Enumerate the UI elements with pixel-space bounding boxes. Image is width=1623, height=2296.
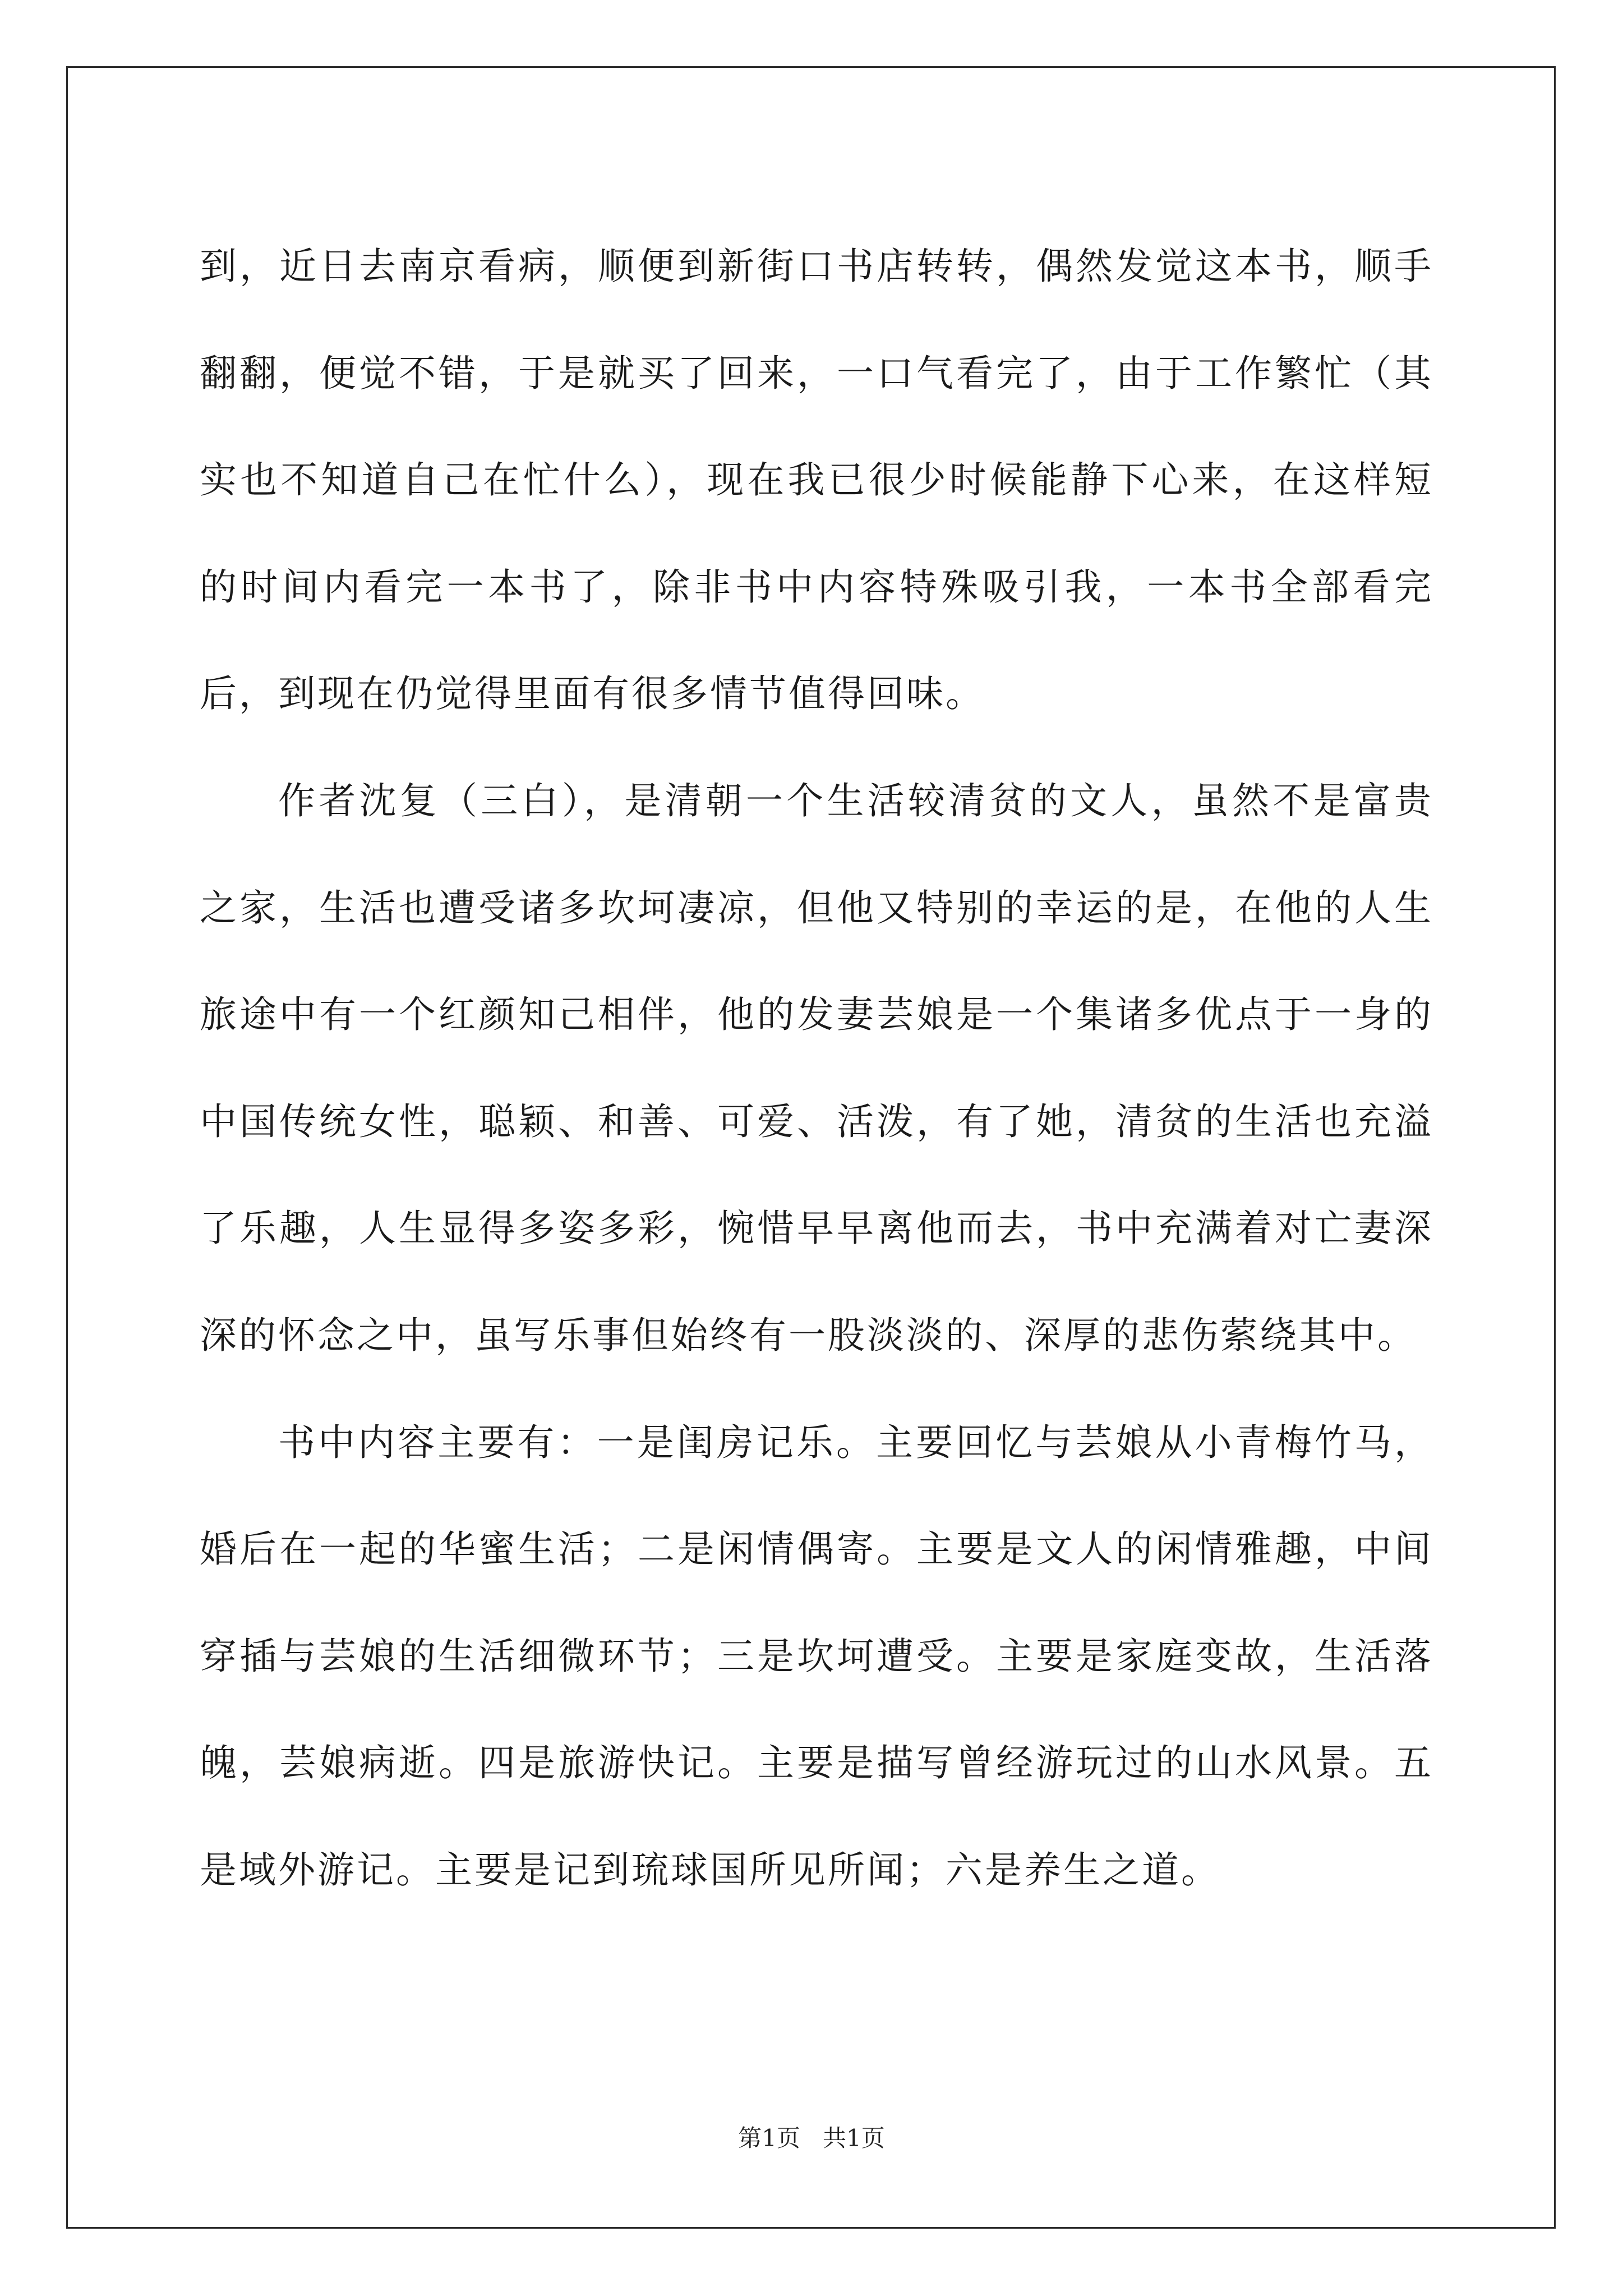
page-footer xyxy=(0,2122,1623,2155)
paragraph-2: 作者沈复（三白），是清朝一个生活较清贫的文人，虽然不是富贵之家，生活也遭受诸多坎坷凄凉，但他又特别的幸运的是，在他的人生旅途中有一个红颜知己相伴，他的发妻芸娘是一个集诸多优点于一身的中国传统女性，聪颖、和善、可爱、活泼，有了她，清贫的生活也充溢了乐趣，人生显得多姿多彩，惋惜早早离他而去，书中充满着对亡妻深深的怀念之中，虽写乐事但始终有一股淡淡的、深厚的悲伤萦绕其中。 xyxy=(200,779,1433,1357)
paragraph-3: 书中内容主要有：一是闺房记乐。主要回忆与芸娘从小青梅竹马，婚后在一起的华蜜生活；二是闲情偶寄。主要是文人的闲情雅趣，中间穿插与芸娘的生活细微环节；三是坎坷遭受。主要是家庭变故，生活落魄，芸娘病逝。四是旅游快记。主要是描写曾经游玩过的山水风景。五是域外游记。主要是记到琉球国所见所闻；六是养生之道。 xyxy=(200,1420,1433,1892)
page-number-total: 共1页 xyxy=(823,2124,885,2152)
document-body xyxy=(200,213,1433,1924)
paragraph-1: 到，近日去南京看病，顺便到新街口书店转转，偶然发觉这本书，顺手翻翻，便觉不错，于是就买了回来，一口气看完了，由于工作繁忙（其实也不知道自己在忙什么），现在我已很少时候能静下心来，在这样短的时间内看完一本书了，除非书中内容特殊吸引我，一本书全部看完后，到现在仍觉得里面有很多情节值得回味。 xyxy=(200,245,1433,716)
page-number-current: 第1页 xyxy=(738,2124,800,2152)
